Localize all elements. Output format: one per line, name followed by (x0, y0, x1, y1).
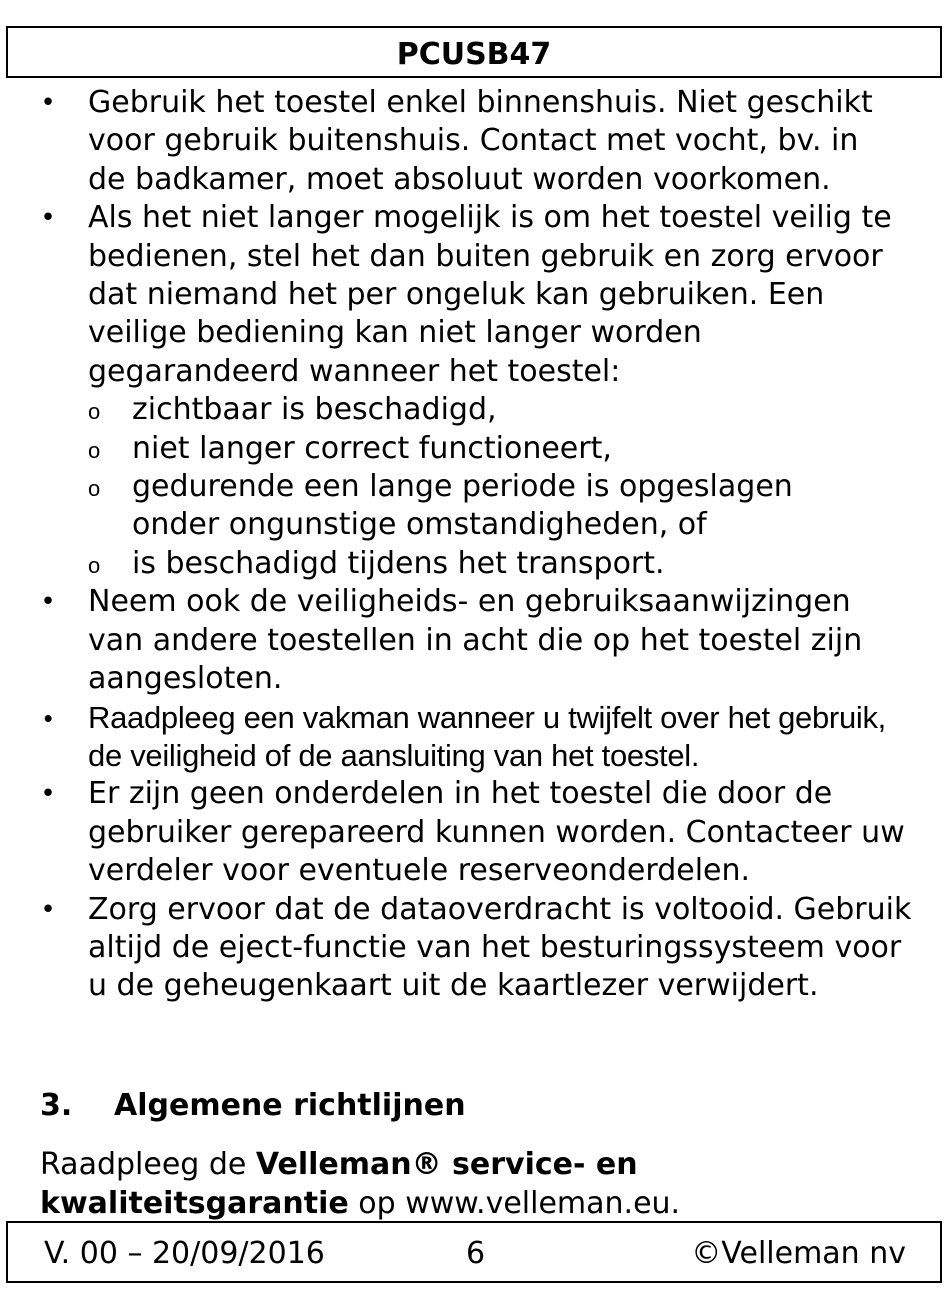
bullet-item (0, 199, 950, 583)
header-box (6, 26, 942, 78)
sub-item-text: zichtbaar is beschadigd, (132, 392, 497, 428)
circle-bullet-icon: o (88, 399, 101, 425)
warranty-paragraph (40, 1146, 920, 1223)
bullet-text: Neem ook de veiligheids- en gebruiksaanwijzingen van andere toestellen in acht die op het toestel zijn aangesloten. (88, 584, 863, 697)
bullet-item (0, 699, 950, 776)
paragraph-bold-text: Velleman® service- en kwaliteitsgarantie (40, 1147, 638, 1221)
copyright-text: ©Velleman nv (691, 1236, 906, 1271)
circle-bullet-icon: o (88, 437, 101, 463)
bullet-text: Gebruik het toestel enkel binnenshuis. Niet geschikt voor gebruik buitenshuis. Contact met vocht, bv. in de badkamer, moet absoluut worden voorkomen. (88, 85, 873, 197)
bullet-item (0, 84, 950, 199)
page-title: PCUSB47 (396, 37, 552, 72)
bullet-item (0, 891, 950, 1006)
sub-list-item (88, 430, 920, 468)
sub-item-text: niet langer correct functioneert, (132, 430, 612, 466)
bullet-icon: • (40, 88, 56, 118)
bullet-icon: • (40, 779, 56, 810)
sub-list-item (88, 391, 920, 429)
circle-bullet-icon: o (88, 552, 101, 578)
bullet-icon: • (43, 702, 53, 733)
section-title: Algemene richtlijnen (114, 1088, 466, 1123)
section-number: 3. (40, 1088, 73, 1123)
circle-bullet-icon: o (88, 476, 101, 502)
bullet-icon: • (40, 203, 56, 234)
page-number: 6 (466, 1236, 486, 1271)
bullet-text: Als het niet langer mogelijk is om het toestel veilig te bedienen, stel het dan buiten gebruik en zorg ervoor dat niemand het per ongeluk kan gebruiken. Een veilige bediening kan niet langer worden gegarandeerd wanneer het toestel: (88, 200, 892, 389)
paragraph-prefix: Raadpleeg de (40, 1147, 256, 1182)
sub-item-text: is beschadigd tijdens het transport. (132, 545, 665, 581)
sub-list-item (88, 545, 920, 583)
bullet-icon: • (40, 894, 56, 925)
bullet-item (0, 583, 950, 698)
paragraph-suffix: op www.velleman.eu. (348, 1185, 681, 1221)
safety-bullet-list (0, 84, 950, 1006)
sub-item-text: gedurende een lange periode is opgeslagen onder ongunstige omstandigheden, of (132, 469, 793, 543)
bullet-text: Er zijn geen onderdelen in het toestel die door de gebruiker gerepareerd kunnen worden. Contacteer uw verdeler voor eventuele reserveonderdelen. (88, 776, 905, 889)
bullet-icon: • (40, 587, 56, 618)
sub-list-item (88, 468, 920, 545)
section-heading (40, 1086, 466, 1126)
version-date: V. 00 – 20/09/2016 (44, 1236, 325, 1271)
footer-box (6, 1221, 942, 1283)
bullet-text: Raadpleeg een vakman wanneer u twijfelt over het gebruik, de veiligheid of de aansluiting van het toestel. (88, 699, 886, 773)
bullet-text: Zorg ervoor dat de dataoverdracht is voltooid. Gebruik altijd de eject-functie van het besturingssysteem voor u de geheugenkaart uit de kaartlezer verwijdert. (88, 891, 912, 1004)
bullet-item (0, 775, 950, 890)
